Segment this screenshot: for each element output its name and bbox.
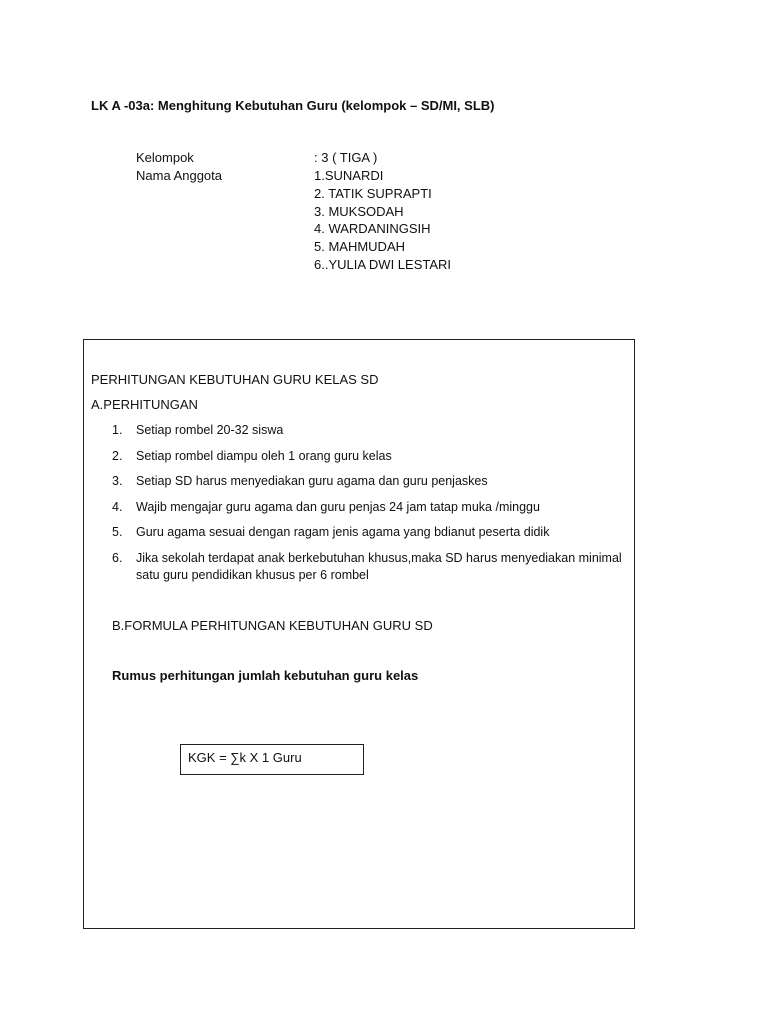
rules-list: [112, 422, 632, 592]
kelompok-value: : 3 ( TIGA ): [314, 150, 378, 165]
rule-number: 1.: [112, 423, 123, 437]
rule-number: 4.: [112, 499, 123, 514]
rule-text: Wajib mengajar guru agama dan guru penjas 24 jam tatap muka /minggu: [136, 499, 540, 514]
rule-number: 3.: [112, 474, 123, 488]
rule-item: [112, 550, 632, 584]
rule-item: [112, 422, 632, 439]
rule-item: [112, 448, 632, 465]
rule-number: 5.: [112, 525, 123, 539]
rule-text: Setiap rombel 20-32 siswa: [136, 423, 284, 437]
formula-box: KGK = ∑k X 1 Guru: [180, 744, 364, 775]
member-item: 2. TATIK SUPRAPTI: [314, 185, 432, 201]
kelompok-label: Kelompok: [136, 150, 194, 165]
section-a-heading: A.PERHITUNGAN: [91, 397, 198, 412]
rule-text: Jika sekolah terdapat anak berkebutuhan khusus,maka SD harus menyediakan minimal satu guru pendidikan khusus per 6 rombel: [136, 550, 622, 582]
anggota-label: Nama Anggota: [136, 168, 223, 183]
rule-number: 2.: [112, 448, 123, 463]
member-item: 1.SUNARDI: [314, 168, 384, 183]
rule-item: [112, 473, 632, 490]
member-item: 5. MAHMUDAH: [314, 239, 406, 255]
rule-text: Setiap rombel diampu oleh 1 orang guru kelas: [136, 448, 392, 463]
rule-item: [112, 499, 632, 516]
rule-item: [112, 524, 632, 541]
section-b-heading: B.FORMULA PERHITUNGAN KEBUTUHAN GURU SD: [112, 618, 433, 633]
member-item: 6..YULIA DWI LESTARI: [314, 256, 452, 272]
member-list: [314, 167, 451, 274]
member-item: 3. MUKSODAH: [314, 203, 404, 219]
rule-text: Guru agama sesuai dengan ragam jenis agama yang bdianut peserta didik: [136, 525, 550, 539]
rule-number: 6.: [112, 550, 123, 565]
box-heading: PERHITUNGAN KEBUTUHAN GURU KELAS SD: [91, 372, 379, 387]
formula-heading: Rumus perhitungan jumlah kebutuhan guru kelas: [112, 668, 419, 683]
rule-text: Setiap SD harus menyediakan guru agama dan guru penjaskes: [136, 474, 488, 488]
document-title: LK A -03a: Menghitung Kebutuhan Guru (kelompok – SD/MI, SLB): [91, 98, 495, 113]
calculation-box: [83, 339, 635, 929]
member-item: 4. WARDANINGSIH: [314, 221, 431, 237]
